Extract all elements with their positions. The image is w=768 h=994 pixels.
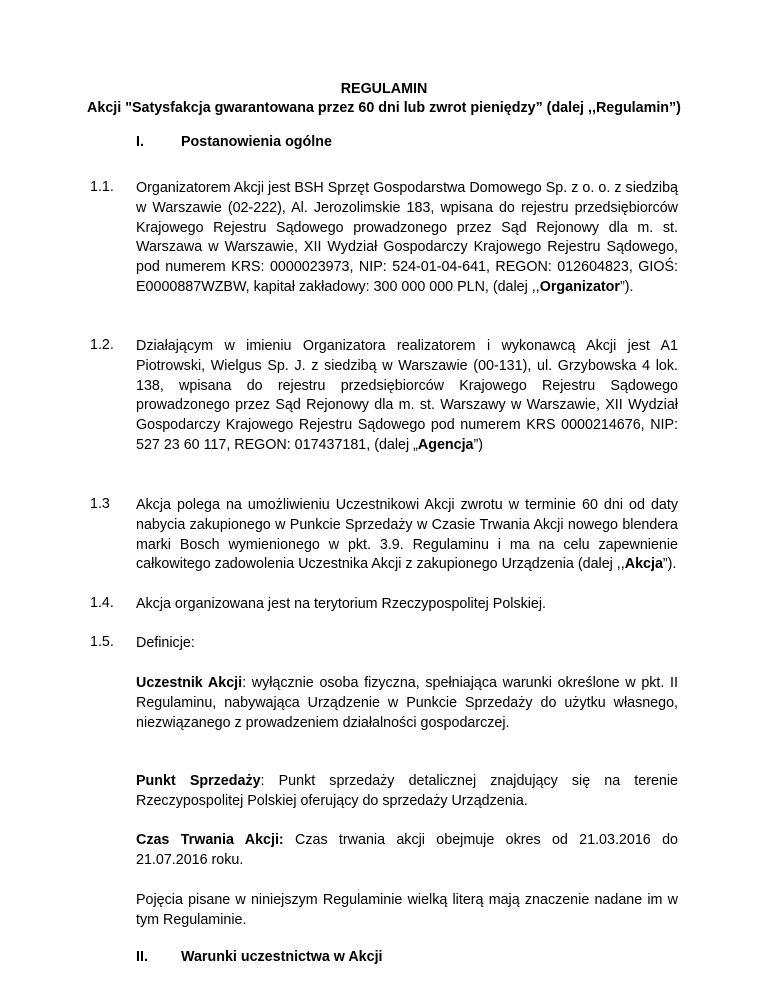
- definition-note: Pojęcia pisane w niniejszym Regulaminie wielką literą mają znaczenie nadane im w tym Regulaminie.: [136, 892, 678, 928]
- clause-number: 1.4.: [90, 595, 114, 611]
- section-title: Postanowienia ogólne: [181, 134, 332, 150]
- definition-term: Czas Trwania Akcji:: [136, 832, 284, 848]
- clause-number: 1.1.: [90, 179, 114, 195]
- section-title: Warunki uczestnictwa w Akcji: [181, 949, 383, 965]
- section-number: II.: [136, 949, 148, 965]
- clause-number: 1.5.: [90, 634, 114, 650]
- clause-text: Działającym w imieniu Organizatora realizatorem i wykonawcą Akcji jest A1 Piotrowski, Wielgus Sp. J. z siedzibą w Warszawie (00-131), ul. Grzybowska 4 lok. 138, wpisana do rejestru przedsiębiorców Krajowego Rejestru Sądowego prowadzonego przez Sąd Rejonowy dla m. st. Warszawy w Warszawie, XII Wydział Gospodarczy Krajowego Rejestru Sądowego pod numerem KRS 0000214676, NIP: 527 23 60 117, REGON: 017437181, (dalej „Agencja”): [136, 338, 678, 453]
- clause-text: Definicje:: [136, 635, 195, 651]
- clause-text: Organizatorem Akcji jest BSH Sprzęt Gospodarstwa Domowego Sp. z o. o. z siedzibą w Warszawie (02-222), Al. Jerozolimskie 183, wpisana do rejestru przedsiębiorców Krajowego Rejestru Sądowego prowadzonego przez Sąd Rejonowy dla m. st. Warszawa w Warszawie, XII Wydział Gospodarczy Krajowego Rejestru Sądowego, pod numerem KRS: 0000023973, NIP: 524-01-04-641, REGON: 012604823, GIOŚ: E0000887WZBW, kapitał zakładowy: 300 000 000 PLN, (dalej ,,Organizator”).: [136, 180, 678, 295]
- definition-term: Punkt Sprzedaży: [136, 773, 261, 789]
- definition: Czas Trwania Akcji: Czas trwania akcji obejmuje okres od 21.03.2016 do 21.07.2016 roku.: [136, 832, 678, 868]
- section-number: I.: [136, 134, 144, 150]
- definition: Punkt Sprzedaży: Punkt sprzedaży detalicznej znajdujący się na terenie Rzeczypospolitej Polskiej oferujący do sprzedaży Urządzenia.: [136, 773, 679, 809]
- definition-term: Uczestnik Akcji: [136, 675, 243, 691]
- clause-text: Akcja organizowana jest na terytorium Rzeczypospolitej Polskiej.: [136, 596, 547, 612]
- document-title: REGULAMIN: [340, 81, 428, 97]
- document-subtitle: Akcji "Satysfakcja gwarantowana przez 60 dni lub zwrot pieniędzy” (dalej ,,Regulamin”): [87, 100, 681, 116]
- definition: Uczestnik Akcji: wyłącznie osoba fizyczna, spełniająca warunki określone w pkt. II Regulaminu, nabywająca Urządzenie w Punkcie Sprzedaży do użytku własnego, niezwiązanego z prowadzeniem działalności gospodarczej.: [136, 675, 679, 731]
- clause-number: 1.2.: [90, 337, 114, 353]
- clause-text: Akcja polega na umożliwieniu Uczestnikowi Akcji zwrotu w terminie 60 dni od daty nabycia zakupionego w Punkcie Sprzedaży w Czasie Trwania Akcji nowego blendera marki Bosch wymienionego w pkt. 3.9. Regulaminu i ma na celu zapewnienie całkowitego zadowolenia Uczestnika Akcji z zakupionego Urządzenia (dalej ,,Akcja”).: [136, 497, 678, 573]
- clause-number: 1.3: [90, 496, 110, 512]
